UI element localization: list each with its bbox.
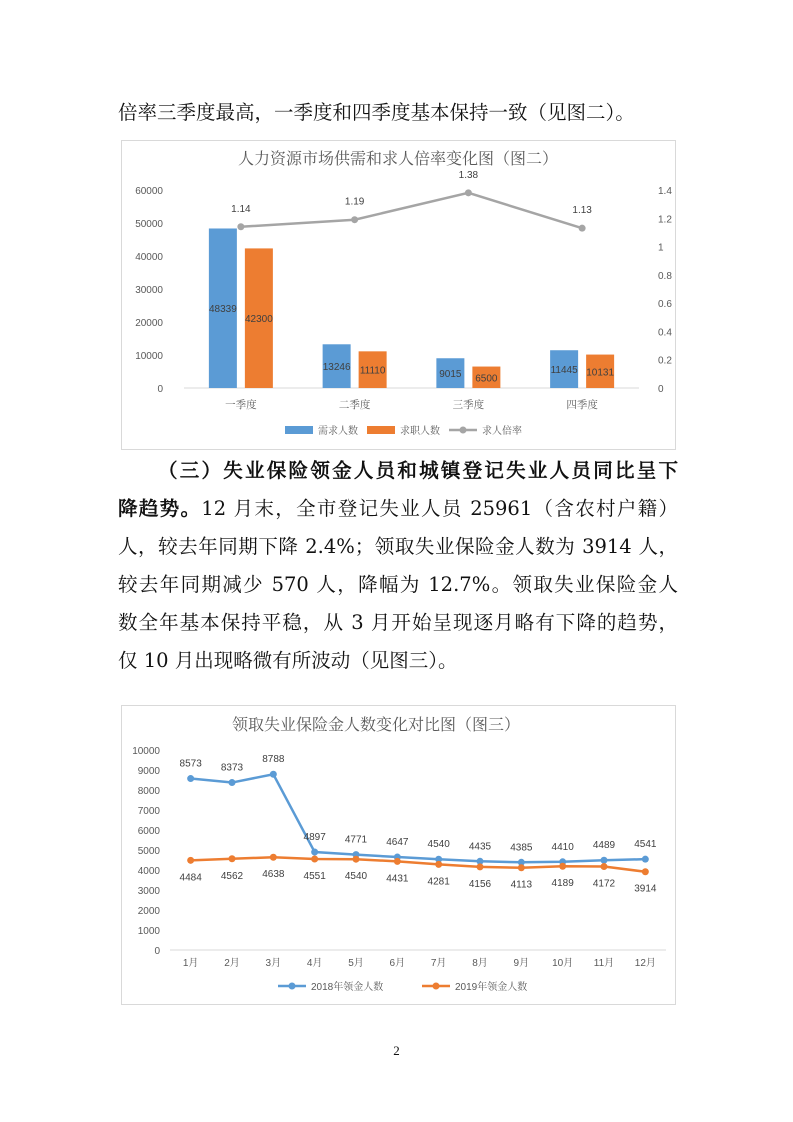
x-axis-tick-label: 三季度 bbox=[452, 399, 485, 411]
bar-data-label: 6500 bbox=[475, 373, 498, 385]
x-axis-tick-label: 4月 bbox=[306, 958, 323, 969]
intro-paragraph bbox=[118, 94, 678, 132]
line-point bbox=[351, 216, 358, 223]
section-line-3: 人，较去年同期下降 2.4%；领取失业保险金人数为 3914 人， bbox=[118, 535, 678, 558]
data-label: 4113 bbox=[510, 879, 533, 891]
data-label: 4281 bbox=[427, 876, 450, 888]
bar-data-label: 13246 bbox=[322, 362, 351, 374]
bar-data-label: 42300 bbox=[244, 314, 273, 326]
legend-label: 求人倍率 bbox=[482, 426, 522, 437]
line-point bbox=[394, 858, 401, 865]
line-point bbox=[559, 863, 566, 870]
data-label: 4189 bbox=[551, 878, 574, 890]
chart-supply-demand-svg bbox=[122, 141, 675, 449]
x-axis-tick-label: 5月 bbox=[348, 958, 364, 969]
data-label: 4540 bbox=[427, 839, 450, 851]
y-axis-tick-label: 4000 bbox=[137, 866, 160, 877]
line-data-label: 1.19 bbox=[344, 196, 365, 208]
data-label: 8573 bbox=[179, 758, 202, 770]
line-point bbox=[353, 856, 360, 863]
chart-unemployment-insurance bbox=[121, 705, 676, 1005]
y-axis-tick-label: 10000 bbox=[132, 746, 160, 757]
line-data-label: 1.38 bbox=[458, 169, 479, 181]
right-axis-tick-label: 0.6 bbox=[658, 299, 672, 311]
data-label: 4638 bbox=[262, 869, 285, 881]
section-line-2-text: 12 月末，全市登记失业人员 25961（含农村户籍） bbox=[201, 497, 678, 520]
y-axis-tick-label: 5000 bbox=[137, 846, 160, 857]
data-label: 4647 bbox=[386, 837, 409, 849]
line-point bbox=[642, 856, 649, 863]
x-axis-tick-label: 3月 bbox=[265, 958, 282, 969]
line-point bbox=[311, 855, 318, 862]
line-point bbox=[601, 857, 608, 864]
data-label: 8373 bbox=[220, 762, 244, 774]
section-line-5: 数全年基本保持平稳，从 3 月开始呈现逐月略有下降的趋势， bbox=[118, 611, 678, 634]
chart-unemployment-insurance-svg bbox=[122, 706, 675, 1004]
data-label: 4156 bbox=[468, 878, 492, 890]
legend-label: 2019年领金人数 bbox=[455, 982, 528, 993]
data-label: 4172 bbox=[592, 878, 616, 890]
x-axis-tick-label: 6月 bbox=[389, 958, 406, 969]
line-point bbox=[435, 861, 442, 868]
right-axis-tick-label: 1 bbox=[658, 242, 664, 254]
x-axis-tick-label: 10月 bbox=[552, 958, 574, 969]
legend-label: 需求人数 bbox=[318, 426, 358, 437]
y-axis-tick-label: 1000 bbox=[137, 926, 160, 937]
line-2019年领金人数 bbox=[191, 857, 646, 871]
bar-data-label: 11110 bbox=[359, 365, 386, 377]
data-label: 4541 bbox=[634, 839, 657, 851]
section-paragraph bbox=[118, 452, 678, 680]
legend-swatch-marker bbox=[433, 983, 440, 990]
line-data-label: 1.13 bbox=[572, 205, 592, 217]
section-line-4: 较去年同期减少 570 人，降幅为 12.7%。领取失业保险金人 bbox=[118, 573, 678, 596]
left-axis-tick-label: 60000 bbox=[135, 186, 163, 197]
data-label: 8788 bbox=[262, 754, 285, 766]
line-point bbox=[229, 779, 236, 786]
y-axis-tick-label: 0 bbox=[154, 946, 160, 957]
y-axis-tick-label: 6000 bbox=[137, 826, 160, 837]
x-axis-tick-label: 9月 bbox=[513, 958, 530, 969]
x-axis-tick-label: 8月 bbox=[472, 958, 488, 969]
data-label: 4551 bbox=[303, 870, 326, 882]
intro-line: 倍率三季度最高，一季度和四季度基本保持一致（见图二）。 bbox=[118, 101, 635, 124]
bar-data-label: 10131 bbox=[586, 367, 615, 379]
bar-data-label: 11445 bbox=[550, 365, 578, 377]
line-求人倍率 bbox=[241, 193, 582, 228]
right-axis-tick-label: 0.2 bbox=[658, 355, 672, 367]
x-axis-tick-label: 7月 bbox=[430, 958, 447, 969]
right-axis-tick-label: 0.8 bbox=[658, 270, 672, 282]
left-axis-tick-label: 20000 bbox=[135, 318, 163, 329]
section-line-6: 仅 10 月出现略微有所波动（见图三）。 bbox=[118, 649, 458, 672]
section-line-2 bbox=[118, 490, 678, 528]
x-axis-tick-label: 11月 bbox=[593, 958, 615, 969]
line-point bbox=[601, 863, 608, 870]
data-label: 4562 bbox=[220, 870, 244, 882]
legend-swatch bbox=[285, 426, 313, 434]
line-data-label: 1.14 bbox=[231, 203, 251, 215]
data-label: 4771 bbox=[344, 834, 368, 846]
line-point bbox=[311, 849, 318, 856]
right-axis-tick-label: 1.4 bbox=[658, 186, 672, 197]
left-axis-tick-label: 40000 bbox=[135, 252, 163, 263]
section-heading-end: 降趋势。 bbox=[118, 497, 202, 520]
line-point bbox=[465, 189, 472, 196]
data-label: 4431 bbox=[386, 873, 409, 885]
data-label: 4410 bbox=[551, 841, 574, 853]
legend-label: 2018年领金人数 bbox=[311, 982, 384, 993]
data-label: 4540 bbox=[344, 871, 368, 883]
left-axis-tick-label: 10000 bbox=[135, 351, 163, 362]
y-axis-tick-label: 3000 bbox=[137, 886, 160, 897]
line-point bbox=[579, 225, 586, 232]
x-axis-tick-label: 12月 bbox=[634, 958, 656, 969]
data-label: 4484 bbox=[179, 872, 202, 884]
data-label: 4897 bbox=[303, 832, 326, 844]
x-axis-tick-label: 二季度 bbox=[338, 399, 371, 411]
legend-swatch-marker bbox=[289, 983, 296, 990]
right-axis-tick-label: 1.2 bbox=[658, 214, 672, 226]
chart-title: 领取失业保险金人数变化对比图（图三） bbox=[231, 717, 521, 734]
x-axis-tick-label: 四季度 bbox=[566, 399, 598, 411]
legend-swatch bbox=[367, 426, 395, 434]
line-2018年领金人数 bbox=[191, 774, 646, 862]
legend-label: 求职人数 bbox=[400, 426, 440, 437]
page-number: 2 bbox=[393, 1043, 400, 1058]
section-heading: （三）失业保险领金人员和城镇登记失业人员同比呈下 bbox=[158, 459, 678, 482]
y-axis-tick-label: 8000 bbox=[137, 786, 160, 797]
line-point bbox=[270, 771, 277, 778]
right-axis-tick-label: 0 bbox=[658, 384, 664, 395]
data-label: 4489 bbox=[592, 840, 616, 852]
bar-data-label: 9015 bbox=[439, 369, 462, 381]
data-label: 3914 bbox=[634, 883, 657, 895]
line-point bbox=[518, 864, 525, 871]
x-axis-tick-label: 1月 bbox=[182, 958, 199, 969]
line-point bbox=[270, 854, 277, 861]
left-axis-tick-label: 0 bbox=[157, 384, 163, 395]
chart-title: 人力资源市场供需和求人倍率变化图（图二） bbox=[237, 151, 559, 168]
left-axis-tick-label: 30000 bbox=[135, 285, 163, 296]
y-axis-tick-label: 2000 bbox=[137, 906, 160, 917]
bar-data-label: 48339 bbox=[208, 304, 237, 316]
right-axis-tick-label: 0.4 bbox=[658, 327, 672, 339]
line-point bbox=[642, 868, 649, 875]
line-point bbox=[477, 863, 484, 870]
x-axis-tick-label: 一季度 bbox=[225, 399, 257, 411]
chart-supply-demand bbox=[121, 140, 676, 450]
data-label: 4385 bbox=[510, 842, 533, 854]
x-axis-tick-label: 2月 bbox=[224, 958, 240, 969]
data-label: 4435 bbox=[468, 841, 492, 853]
line-point bbox=[229, 855, 236, 862]
y-axis-tick-label: 7000 bbox=[137, 806, 160, 817]
line-point bbox=[187, 775, 194, 782]
line-point bbox=[237, 223, 244, 230]
legend-swatch-marker bbox=[460, 427, 467, 434]
left-axis-tick-label: 50000 bbox=[135, 219, 163, 230]
y-axis-tick-label: 9000 bbox=[137, 766, 160, 777]
line-point bbox=[187, 857, 194, 864]
